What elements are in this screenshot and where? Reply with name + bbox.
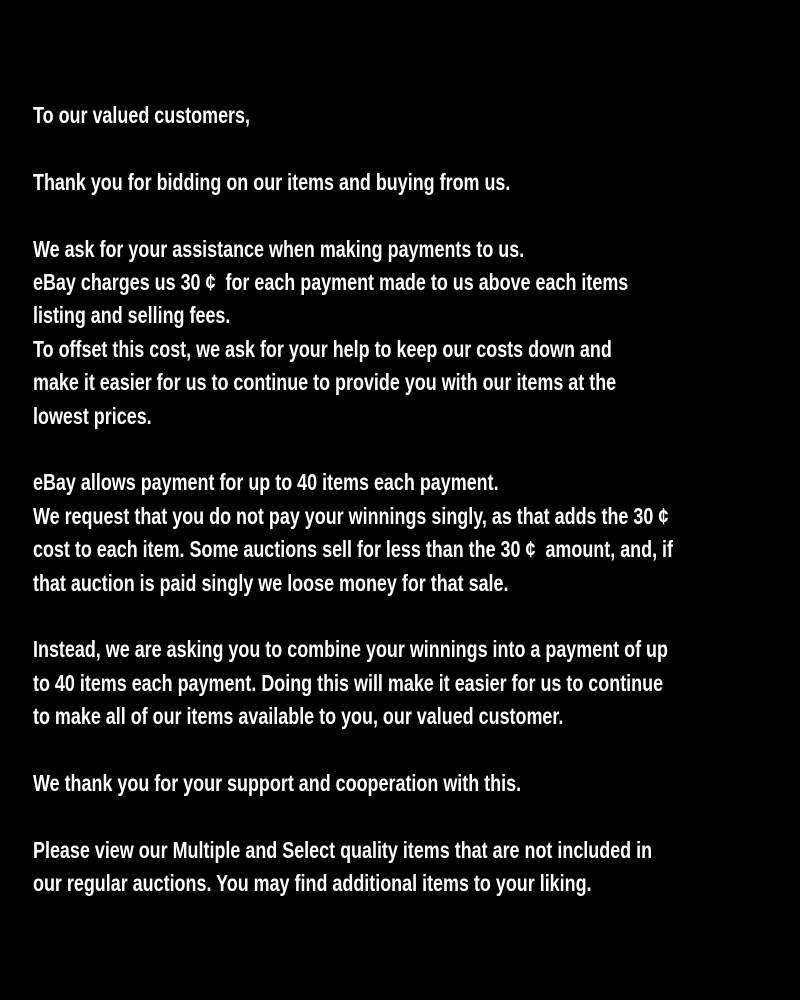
- blank-line: [33, 132, 800, 165]
- blank-line: [33, 600, 800, 633]
- text-line: Thank you for bidding on our items and buying from us.: [33, 168, 511, 195]
- text-line: To our valued customers,: [33, 102, 250, 128]
- text-line: to 40 items each payment. Doing this will make it easier for us to continue: [33, 669, 664, 696]
- text-line: eBay allows payment for up to 40 items each payment.: [33, 469, 499, 496]
- text-line: our regular auctions. You may find additional items to your liking.: [33, 870, 592, 897]
- blank-line: [33, 433, 800, 466]
- text-line: We thank you for your support and cooperation with this.: [33, 770, 522, 797]
- paragraph: [33, 834, 800, 901]
- text-line: lowest prices.: [33, 402, 152, 429]
- text-line: We ask for your assistance when making payments to us.: [33, 235, 525, 262]
- text-line: make it easier for us to continue to provide you with our items at the: [33, 369, 617, 396]
- blank-line: [33, 800, 800, 833]
- paragraph: [33, 233, 800, 433]
- paragraph: [33, 633, 800, 733]
- paragraph: [33, 767, 800, 800]
- text-line: that auction is paid singly we loose money for that sale.: [33, 569, 509, 596]
- paragraph: [33, 99, 800, 132]
- text-line: To offset this cost, we ask for your help to keep our costs down and: [33, 335, 612, 362]
- blank-line: [33, 734, 800, 767]
- paragraph: [33, 166, 800, 199]
- text-line: Instead, we are asking you to combine your winnings into a payment of up: [33, 636, 668, 663]
- text-line: Please view our Multiple and Select quality items that are not included in: [33, 836, 653, 863]
- text-line: cost to each item. Some auctions sell for less than the 30 ¢ amount, and, if: [33, 536, 674, 563]
- text-line: to make all of our items available to you, our valued customer.: [33, 703, 564, 730]
- text-line: eBay charges us 30 ¢ for each payment made to us above each items: [33, 269, 629, 295]
- blank-line: [33, 199, 800, 232]
- text-line: listing and selling fees.: [33, 302, 231, 329]
- paragraph: [33, 466, 800, 600]
- text-line: We request that you do not pay your winnings singly, as that adds the 30 ¢: [33, 502, 669, 529]
